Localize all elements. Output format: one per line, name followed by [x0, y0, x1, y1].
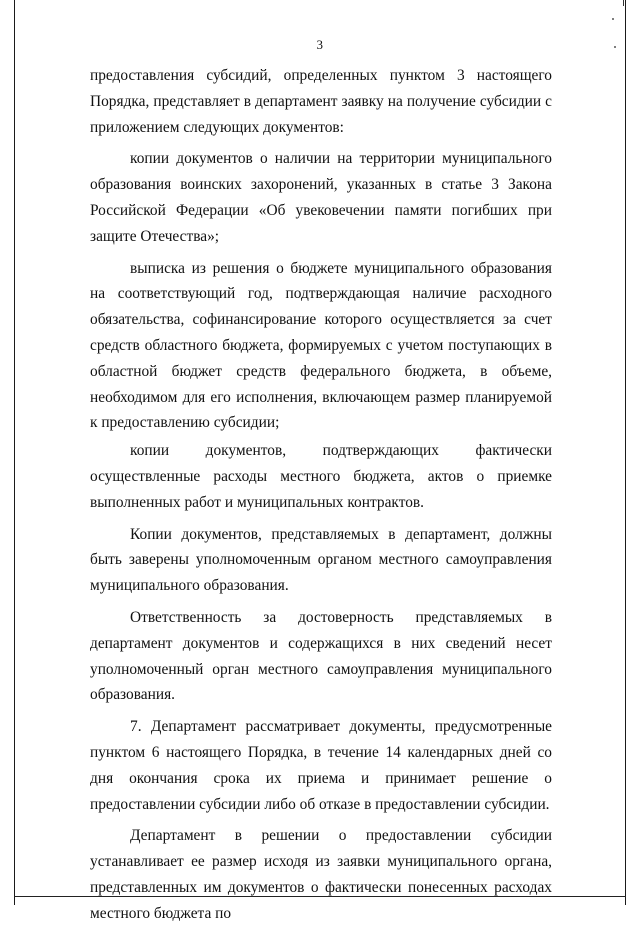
scan-edge-left [14, 0, 15, 905]
paragraph: копии документов, подтверждающих фактически осуществленные расходы местного бюджета, актов о приемке выполненных работ и муниципальных контрактов. [90, 442, 552, 511]
paragraph: 7. Департамент рассматривает документы, предусмотренные пунктом 6 настоящего Порядка, в течение 14 календарных дней со дня окончания срока их приема и принимает решение о предоставлении субсидии либо об отказе в предоставлении субсидии. [90, 718, 552, 813]
paragraph: Ответственность за достоверность представляемых в департамент документов и содержащихся в них сведений несет уполномоченный орган местного самоуправления муниципального образования. [90, 608, 552, 704]
paragraph: копии документов о наличии на территории муниципального образования воинских захоронений, указанных в статье 3 Закона Российской Федерации «Об увековечении памяти погибших при защите Отечества»; [90, 150, 552, 245]
document-body [90, 63, 552, 933]
paragraph: Департамент в решении о предоставлении субсидии устанавливает ее размер исходя из заявки муниципального органа, представленных им документов о фактически понесенных расходах местного бюджета по [90, 827, 552, 922]
paragraph: Копии документов, представляемых в департамент, должны быть заверены уполномоченным органом местного самоуправления муниципального образования. [90, 525, 552, 595]
scan-artifact-top [623, 0, 630, 6]
scan-speck [612, 18, 614, 20]
paragraph: выписка из решения о бюджете муниципального образования на соответствующий год, подтверждающая наличие расходного обязательства, софинансирование которого осуществляется за счет средств областного бюджета, формируемых с учетом поступающих в областной бюджет средств федерального бюджета, в объеме, необходимом для его исполнения, включающем размер планируемой к предоставлению субсидии; [90, 259, 552, 432]
paragraph: предоставления субсидий, определенных пунктом 3 настоящего Порядка, представляет в департамент заявку на получение субсидии с приложением следующих документов: [90, 67, 552, 136]
page-number: 3 [316, 37, 324, 52]
scan-edge-right [625, 0, 626, 905]
